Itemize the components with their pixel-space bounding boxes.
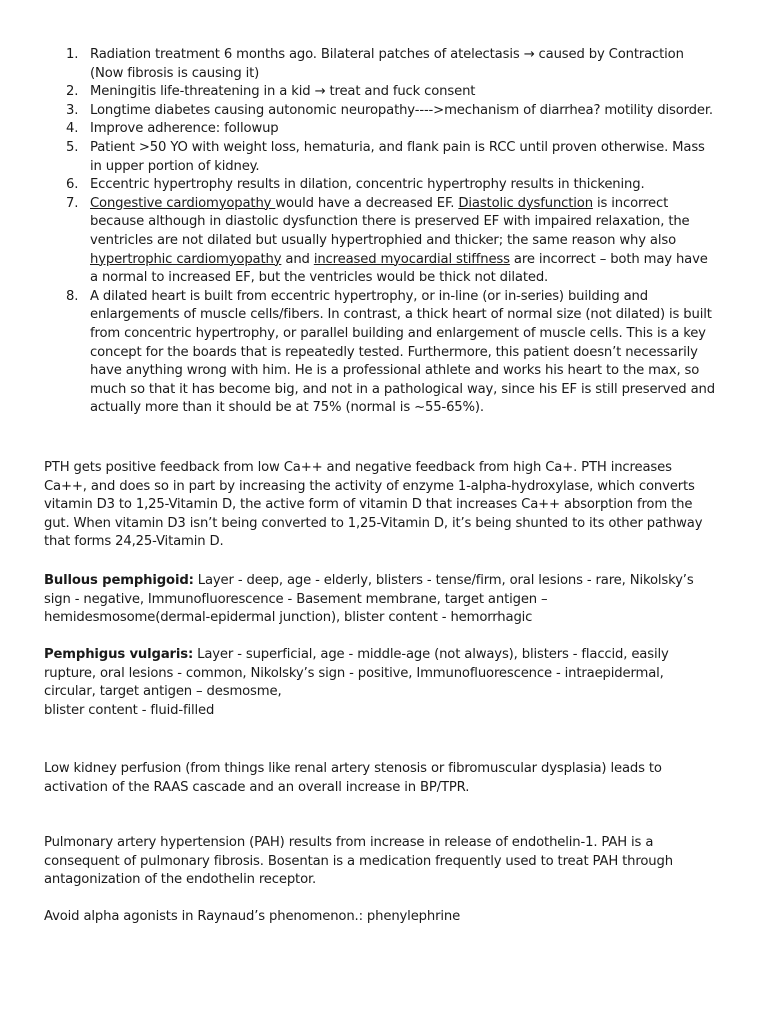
list-item [54, 288, 716, 418]
numbered-list [54, 46, 716, 418]
list-item-text: Patient >50 YO with weight loss, hematuria, and flank pain is RCC until proven otherwise. Mass in upper portion of kidney. [90, 139, 705, 174]
pemphigus-vulgaris-label: Pemphigus vulgaris: [44, 647, 194, 662]
list-item-text: and [281, 251, 314, 267]
list-number: 7. [66, 195, 79, 211]
list-item [54, 102, 716, 121]
list-item-text: Improve adherence: followup [90, 121, 279, 137]
list-number: 4. [66, 121, 79, 137]
list-item-text: are incorrect – both may have a normal to increased EF, but the ventricles would be thick not dilated. [90, 251, 708, 286]
pah-paragraph: Pulmonary artery hypertension (PAH) results from increase in release of endothelin-1. PAH is a consequent of pulmonary fibrosis. Bosentan is a medication frequently used to treat PAH through antagonization of the endothelin receptor. [44, 835, 673, 888]
list-item-text: A dilated heart is built from eccentric hypertrophy, or in-line (or in-series) building and enlargements of muscle cells/fibers. In contrast, a thick heart of normal size (not dilated) is built from concentric hypertrophy, or parallel building and enlargement of muscle cells. This is a key concept for the boards that is repeatedly tested. Furthermore, this patient doesn’t necessarily have anything wrong with him. He is a professional athlete and works his heart to the max, so much so that it has become big, and not in a pathological way, since his EF is still preserved and actually more than it should be at 75% (normal is ~55-65%). [90, 288, 715, 416]
underlined-term-myocardial-stiffness: increased myocardial stiffness [313, 251, 510, 267]
bullous-pemphigoid-paragraph [44, 572, 716, 628]
bullous-pemphigoid-text: Layer - deep, age - elderly, blisters - tense/firm, oral lesions - rare, Nikolsky’s sign - negative, Immunofluorescence - Basement membrane, target antigen – hemidesmosome(dermal-epidermal junction), blister content - hemorrhagic [44, 573, 694, 626]
list-number: 3. [66, 102, 79, 118]
pemphigus-vulgaris-blister-content: blister content - fluid-filled [44, 702, 215, 718]
list-number: 1. [66, 47, 79, 62]
list-item-text: Meningitis life-threatening in a kid → treat and fuck consent [90, 84, 476, 100]
list-item [54, 176, 716, 195]
list-item [54, 83, 716, 102]
pth-paragraph: PTH gets positive feedback from low Ca++ and negative feedback from high Ca+. PTH increases Ca++, and does so in part by increasing the activity of enzyme 1-alpha-hydroxylase, which converts vitamin D3 to 1,25-Vitamin D, the active form of vitamin D that increases Ca++ absorption from the gut. When vitamin D3 isn’t being converted to 1,25-Vitamin D, it’s being shunted to its other pathway that forms 24,25-Vitamin D. [44, 460, 703, 550]
pemphigus-vulgaris-paragraph [44, 646, 716, 720]
underlined-term-hypertrophic-cardiomyopathy: hypertrophic cardiomyopathy [90, 251, 282, 267]
raynaud-paragraph: Avoid alpha agonists in Raynaud’s phenomenon.: phenylephrine [44, 909, 461, 924]
list-item [54, 139, 716, 176]
list-item [54, 195, 716, 288]
list-item-text: Longtime diabetes causing autonomic neuropathy---->mechanism of diarrhea? motility disorder. [90, 102, 713, 118]
pemphigus-vulgaris-text: Layer - superficial, age - middle-age (not always), blisters - flaccid, easily rupture, oral lesions - common, Nikolsky’s sign - positive, Immunofluorescence - intraepidermal, circular, target antigen – desmosme, [44, 647, 669, 700]
underlined-term-congestive-cardiomyopathy: Congestive cardiomyopathy [90, 195, 276, 211]
list-number: 6. [66, 177, 79, 193]
list-item-text: Radiation treatment 6 months ago. Bilateral patches of atelectasis → caused by Contraction (Now fibrosis is causing it) [90, 47, 684, 81]
list-item [54, 46, 716, 83]
list-number: 2. [66, 84, 79, 100]
list-item-text: is incorrect because although in diastolic dysfunction there is preserved EF with impaired relaxation, the ventricles are not dilated but usually hypertrophied and thicker; the same reason why also [90, 195, 690, 248]
list-number: 5. [66, 139, 79, 155]
kidney-perfusion-paragraph: Low kidney perfusion (from things like renal artery stenosis or fibromuscular dysplasia) leads to activation of the RAAS cascade and an overall increase in BP/TPR. [44, 761, 662, 795]
list-item-text: Eccentric hypertrophy results in dilation, concentric hypertrophy results in thickening. [90, 177, 645, 193]
underlined-term-diastolic-dysfunction: Diastolic dysfunction [458, 195, 593, 211]
list-number: 8. [66, 288, 79, 304]
bullous-pemphigoid-label: Bullous pemphigoid: [44, 573, 194, 588]
list-item-text: would have a decreased EF. [275, 195, 459, 211]
list-item [54, 120, 716, 139]
